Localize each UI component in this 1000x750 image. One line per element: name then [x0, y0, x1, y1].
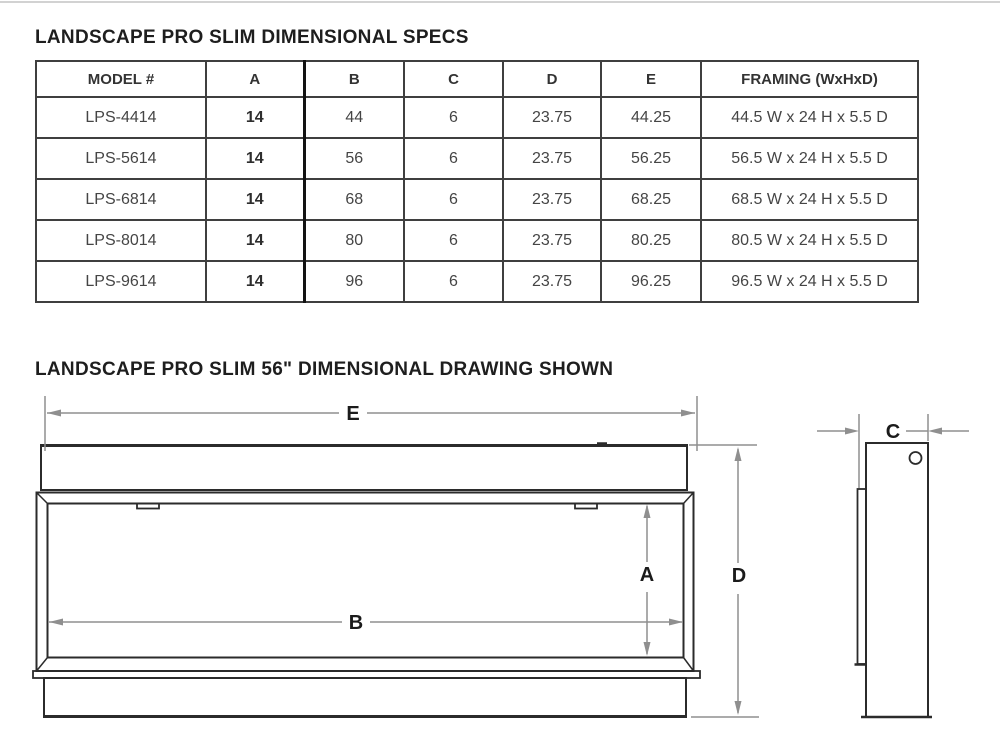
dim-c-cell: 6 — [404, 179, 503, 220]
glass-clip — [137, 504, 159, 509]
dim-b — [49, 612, 683, 634]
front-view — [33, 444, 700, 717]
dim-d-cell: 23.75 — [503, 220, 601, 261]
dim-d-cell: 23.75 — [503, 179, 601, 220]
dimensional-spec-table — [35, 60, 919, 303]
dim-a-cell: 14 — [206, 138, 304, 179]
column-header-b: B — [304, 61, 404, 97]
dim-a-cell: 14 — [206, 261, 304, 302]
dim-d-cell: 23.75 — [503, 138, 601, 179]
dim-b-cell: 44 — [304, 97, 404, 138]
model-cell: LPS-5614 — [36, 138, 206, 179]
dim-a-label: A — [639, 564, 655, 586]
table-row — [36, 261, 918, 302]
dim-d-cell: 23.75 — [503, 261, 601, 302]
dim-d-label: D — [731, 565, 747, 587]
column-header-c: C — [404, 61, 503, 97]
dim-b-cell: 56 — [304, 138, 404, 179]
glass-clip — [575, 504, 597, 509]
dim-a — [640, 504, 654, 656]
column-header-e: E — [601, 61, 701, 97]
table-row — [36, 179, 918, 220]
dim-a-cell: 14 — [206, 220, 304, 261]
model-cell: LPS-9614 — [36, 261, 206, 302]
column-header-a: A — [206, 61, 304, 97]
dim-b-cell: 96 — [304, 261, 404, 302]
dimensional-drawing — [0, 385, 1000, 750]
table-row — [36, 138, 918, 179]
framing-cell: 80.5 W x 24 H x 5.5 D — [701, 220, 918, 261]
dim-d-cell: 23.75 — [503, 97, 601, 138]
dim-e-cell: 56.25 — [601, 138, 701, 179]
page-top-rule — [0, 1, 1000, 3]
model-cell: LPS-6814 — [36, 179, 206, 220]
column-header-framing: FRAMING (WxHxD) — [701, 61, 918, 97]
dim-c-label: C — [885, 421, 901, 443]
dim-c-cell: 6 — [404, 220, 503, 261]
dim-e-label: E — [346, 403, 360, 425]
side-view — [855, 443, 933, 717]
dim-e-cell: 96.25 — [601, 261, 701, 302]
table-row — [36, 97, 918, 138]
dim-b-cell: 68 — [304, 179, 404, 220]
spec-table-title: LANDSCAPE PRO SLIM DIMENSIONAL SPECS — [35, 27, 469, 48]
mounting-hole — [910, 452, 922, 464]
dim-a-cell: 14 — [206, 179, 304, 220]
spec-table-header-row — [36, 61, 918, 97]
dim-e-cell: 68.25 — [601, 179, 701, 220]
dim-c — [817, 414, 969, 488]
table-row — [36, 220, 918, 261]
dim-e-cell: 44.25 — [601, 97, 701, 138]
glass-edge — [858, 489, 867, 664]
framing-cell: 56.5 W x 24 H x 5.5 D — [701, 138, 918, 179]
dim-c-cell: 6 — [404, 97, 503, 138]
dim-e-cell: 80.25 — [601, 220, 701, 261]
column-header-model: MODEL # — [36, 61, 206, 97]
framing-cell: 44.5 W x 24 H x 5.5 D — [701, 97, 918, 138]
framing-cell: 96.5 W x 24 H x 5.5 D — [701, 261, 918, 302]
dim-b-label: B — [348, 612, 364, 634]
model-cell: LPS-8014 — [36, 220, 206, 261]
dim-c-cell: 6 — [404, 261, 503, 302]
framing-cell: 68.5 W x 24 H x 5.5 D — [701, 179, 918, 220]
drawing-title: LANDSCAPE PRO SLIM 56" DIMENSIONAL DRAWING SHOWN — [35, 359, 614, 380]
dim-b-cell: 80 — [304, 220, 404, 261]
model-cell: LPS-4414 — [36, 97, 206, 138]
dim-a-cell: 14 — [206, 97, 304, 138]
column-header-d: D — [503, 61, 601, 97]
dim-c-cell: 6 — [404, 138, 503, 179]
